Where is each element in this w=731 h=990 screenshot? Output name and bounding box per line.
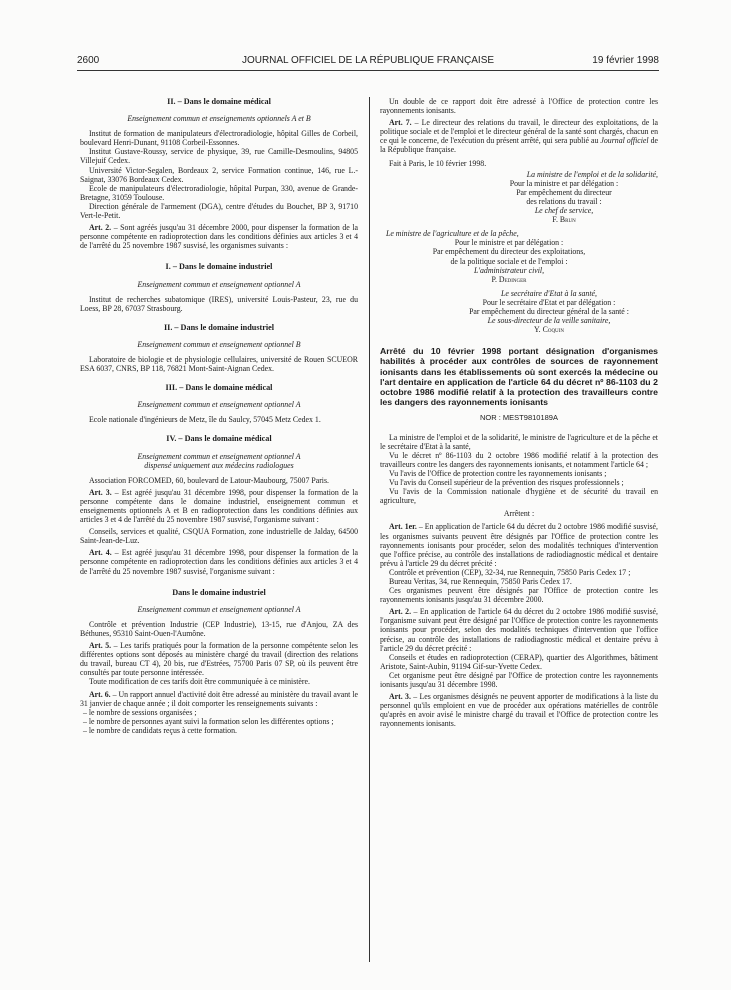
decree-title: Arrêté du 10 février 1998 portant désignation d'organismes habilités à procéder aux contrôles de sources de rayonnement ionisants dans les établissements où sont exercés la médecine ou l'art dentaire en application de l'article 64 du décret nº 86-1103 du 2 octobre 1986 modifié relatif à la protection des travailleurs contre les dangers des rayonnements ionisants <box>380 346 658 408</box>
journal-title: JOURNAL OFFICIEL DE LA RÉPUBLIQUE FRANÇAISE <box>241 55 495 66</box>
done-at: Fait à Paris, le 10 février 1998. <box>389 158 487 168</box>
section-heading: II. – Dans le domaine industriel <box>163 322 275 332</box>
list-item: – le nombre de sessions organisées ; <box>83 707 197 717</box>
minister-title: Le secrétaire d'Etat à la santé, <box>501 288 597 298</box>
article-1 <box>380 522 658 567</box>
signatory-minister <box>380 289 658 298</box>
article-5 <box>80 641 358 677</box>
organism-entry: Ecole nationale d'ingénieurs de Metz, île du Saulcy, 57045 Metz Cedex 1. <box>89 415 321 425</box>
article-label: Art. 2. <box>89 223 112 233</box>
section-heading: IV. – Dans le domaine médical <box>166 434 272 444</box>
article-text: – En application de l'article 64 du décret du 2 octobre 1986 modifié susvisé, l'organisme suivant peut être désigné par l'Office de protection contre les rayonnements ionisants pour procéder, selon des modalités techniques d'intervention que l'office précise, au contrôle des installations de radiodiagnostic médical et dentaire prévu à l'article 29 du décret précité : <box>380 607 658 653</box>
header-rule <box>77 70 659 71</box>
organism-entry: Laboratoire de biologie et de physiologie cellulaires, université de Rouen SCUEOR ESA 6037, CNRS, BP 118, 76821 Mont-Saint-Aignan Cedex. <box>80 354 358 374</box>
section-subheading: Enseignement commun et enseignement optionnel A <box>137 604 301 614</box>
minister-title: Le ministre de l'agriculture et de la pêche, <box>386 229 519 239</box>
signatory-role: Le chef de service, <box>534 206 594 216</box>
section-subheading: Enseignement commun et enseignements optionnels A et B <box>127 114 311 124</box>
delegation-line: de la politique sociale et de l'emploi : <box>450 256 568 266</box>
signatory-minister <box>380 229 658 238</box>
nor-reference: NOR : MEST9810189A <box>480 413 558 423</box>
article-3 <box>80 488 358 524</box>
section-heading: III. – Dans le domaine médical <box>165 383 273 393</box>
signature-block-1 <box>380 179 658 224</box>
visa: Vu l'avis de l'Office de protection contre les rayonnements ionisants ; <box>389 468 607 478</box>
organism-entry: Institut de formation de manipulateurs d'électroradiologie, hôpital Gilles de Corbeil, boulevard Henri-Dunant, 91108 Corbeil-Essonnes. <box>80 129 358 148</box>
article-text: – Le directeur des relations du travail, le directeur des exploitations, de la politique sociale et de l'emploi et le directeur général de la santé sont chargés, chacun en ce qui le concerne, de l'exécution du présent arrêté, qui sera publié au <box>380 118 658 146</box>
organism-entry: Contrôle et prévention (CEP), 32-34, rue Rennequin, 75850 Paris Cedex 17 ; <box>389 567 631 577</box>
left-column <box>80 97 358 735</box>
signatory-role: Le sous-directeur de la veille sanitaire, <box>487 316 611 326</box>
section-subheading: Enseignement commun et enseignement optionnel A <box>137 451 301 461</box>
paragraph: Ces organismes peuvent être désignés par l'Office de protection contre les rayonnements ionisants jusqu'au 31 décembre 2000. <box>380 586 658 605</box>
article-label: Art. 4. <box>89 548 112 558</box>
section-subheading: Enseignement commun et enseignement optionnel A <box>137 279 301 289</box>
article-text: – Les organismes désignés ne peuvent apporter de modifications à la liste du personnel qu'ils emploient en vue de procéder aux opérations matérielles de contrôle qu'après en avoir avisé le ministre chargé du travail et l'Office de protection contre les rayonnements ionisants. <box>380 692 658 729</box>
section-subheading: Enseignement commun et enseignement optionnel A <box>137 400 301 410</box>
signature-block-3 <box>380 298 658 334</box>
paragraph: Un double de ce rapport doit être adressé à l'Office de protection contre les rayonnements ionisants. <box>380 97 658 116</box>
section-subheading: dispensé uniquement aux médecins radiologues <box>144 460 294 470</box>
article-text: – Les tarifs pratiqués pour la formation de la personne compétente selon les différentes options sont déposés au ministère chargé du travail (direction des relations du travail, bureau CT 4), 20 bis, rue d'Estrées, 75700 Paris 07 SP, où ils peuvent être consultés par toute personne intéressée. <box>80 641 358 678</box>
article-2 <box>80 223 358 250</box>
organism-entry: Institut de recherches subatomique (IRES), université Louis-Pasteur, 23, rue du Loess, BP 28, 67037 Strasbourg. <box>80 294 358 313</box>
article-text: – En application de l'article 64 du décret du 2 octobre 1986 modifié susvisé, les organismes suivants peuvent être désignés par l'Office de protection contre les rayonnements ionisants pour procéder, selon des modalités techniques d'intervention que l'office précise, au contrôle des installations de radiodiagnostic médical et dentaire prévu à l'article 29 du décret précité : <box>380 522 658 568</box>
delegation-line: Par empêchement du directeur général de la santé : <box>469 306 629 316</box>
paragraph: La ministre de l'emploi et de la solidarité, le ministre de l'agriculture et de la pêche et le secrétaire d'Etat à la santé, <box>380 432 658 451</box>
article-label: Art. 7. <box>389 118 412 128</box>
article-label: Art. 3. <box>89 487 112 497</box>
article-text: – Un rapport annuel d'activité doit être adressé au ministère du travail avant le 31 janvier de chaque année ; il doit comporter les renseignements suivants : <box>80 689 358 708</box>
article-text: – Sont agréés jusqu'au 31 décembre 2000, pour dispenser la formation de la personne compétente en radioprotection dans les conditions définies aux articles 3 et 4 de l'arrêté du 25 novembre 1987 susvisé, les organismes suivants : <box>80 223 358 251</box>
paragraph: Toute modification de ces tarifs doit être communiquée à ce ministère. <box>89 677 310 687</box>
signatory-name: Y. Coquin <box>534 325 564 335</box>
signatory-name: P. Dedinger <box>491 274 527 284</box>
article-label: Art. 3. <box>389 692 411 702</box>
signatory-name: F. Brun <box>552 215 576 225</box>
section-subheading: Enseignement commun et enseignement optionnel B <box>137 339 301 349</box>
paragraph: Cet organisme peut être désigné par l'Office de protection contre les rayonnements ionisants jusqu'au 31 décembre 1998. <box>380 670 658 689</box>
right-column <box>380 97 658 728</box>
column-divider <box>369 97 370 962</box>
running-header <box>77 55 659 69</box>
visa: Vu le décret nº 86-1103 du 2 octobre 1986 modifié relatif à la protection des travailleurs contre les dangers des rayonnements ionisants, et notamment l'article 64 ; <box>380 450 658 469</box>
organism-entry: Université Victor-Segalen, Bordeaux 2, service Formation continue, 146, rue L.-Saignat, 33076 Bordeaux Cedex. <box>80 165 358 184</box>
article-6 <box>80 690 358 708</box>
article-text: – Est agréé jusqu'au 31 décembre 1998, pour dispenser la formation de la personne compétente en radioprotection dans les conditions définies aux articles 3 et 4 de l'arrêté du 25 novembre 1987 susvisé, l'organisme suivant : <box>80 548 358 576</box>
article-label: Art. 5. <box>89 641 112 651</box>
article-4 <box>80 548 358 575</box>
article-3 <box>380 692 658 728</box>
delegation-line: Pour la ministre et par délégation : <box>509 178 619 188</box>
delegation-line: Par empêchement du directeur des exploitations, <box>432 247 586 257</box>
organism-entry: Conseils, services et qualité, CSQUA Formation, zone industrielle de Jalday, 64500 Saint-Jean-de-Luz. <box>80 527 358 546</box>
visa: Vu l'avis du Conseil supérieur de la prévention des risques professionnels ; <box>389 478 624 488</box>
delegation-line: Pour le secrétaire d'Etat et par délégation : <box>482 297 616 307</box>
organism-entry: Contrôle et prévention Industrie (CEP Industrie), 13-15, rue d'Anjou, ZA des Béthunes, 95310 Saint-Ouen-l'Aumône. <box>80 619 358 638</box>
article-text-end: de la République française. <box>380 136 658 155</box>
article-label: Art. 1er. <box>389 522 417 532</box>
visa: Vu l'avis de la Commission nationale d'hygiène et de sécurité du travail en agriculture, <box>380 487 658 506</box>
delegation-line: des relations du travail : <box>526 196 602 206</box>
journal-reference: Journal officiel <box>600 136 649 146</box>
section-heading: Dans le domaine industriel <box>172 587 266 597</box>
signatory-minister: La ministre de l'emploi et de la solidarité, <box>526 169 658 179</box>
organism-entry: Bureau Veritas, 34, rue Rennequin, 75850 Paris Cedex 17. <box>389 576 572 586</box>
issue-date: 19 février 1998 <box>592 55 659 66</box>
delegation-line: Pour le ministre et par délégation : <box>454 238 564 248</box>
article-label: Art. 2. <box>389 607 412 617</box>
signatory-role: L'administrateur civil, <box>473 265 545 275</box>
page-number: 2600 <box>77 55 100 66</box>
list-item: – le nombre de personnes ayant suivi la formation selon les différentes options ; <box>83 716 334 726</box>
delegation-line: Par empêchement du directeur <box>516 187 612 197</box>
organism-entry: Direction générale de l'armement (DGA), centre d'études du Bouchet, BP 3, 91710 Vert-le-Petit. <box>80 201 358 221</box>
article-2 <box>380 607 658 652</box>
article-text: – Est agréé jusqu'au 31 décembre 1998, pour dispenser la formation de la personne compétente dans le domaine industriel, enseignement commun et enseignements optionnels A et B en radioprotection dans les conditions définies aux articles 3 et 4 de l'arrêté du 25 novembre 1987 susvisé, l'organisme suivant : <box>80 487 358 525</box>
list-item: – le nombre de candidats reçus à cette formation. <box>83 725 237 735</box>
organism-entry: Conseils et études en radioprotection (CERAP), quartier des Algorithmes, bâtiment Aristote, Saint-Aubin, 91194 Gif-sur-Yvette Cedex. <box>380 652 658 671</box>
section-heading: I. – Dans le domaine industriel <box>165 262 273 272</box>
organism-entry: Ecole de manipulateurs d'électroradiologie, hôpital Purpan, 330, avenue de Grande-Bretagne, 31059 Toulouse. <box>80 183 358 202</box>
section-heading: II. – Dans le domaine médical <box>167 97 271 106</box>
signature-block-2 <box>380 238 658 283</box>
article-7 <box>380 118 658 154</box>
organism-entry: Association FORCOMED, 60, boulevard de Latour-Maubourg, 75007 Paris. <box>89 475 329 485</box>
enacting-clause: Arrêtent : <box>503 509 535 519</box>
article-label: Art. 6. <box>89 689 111 699</box>
organism-entry: Institut Gustave-Roussy, service de physique, 39, rue Camille-Desmoulins, 94805 Villejuif Cedex. <box>80 147 358 166</box>
